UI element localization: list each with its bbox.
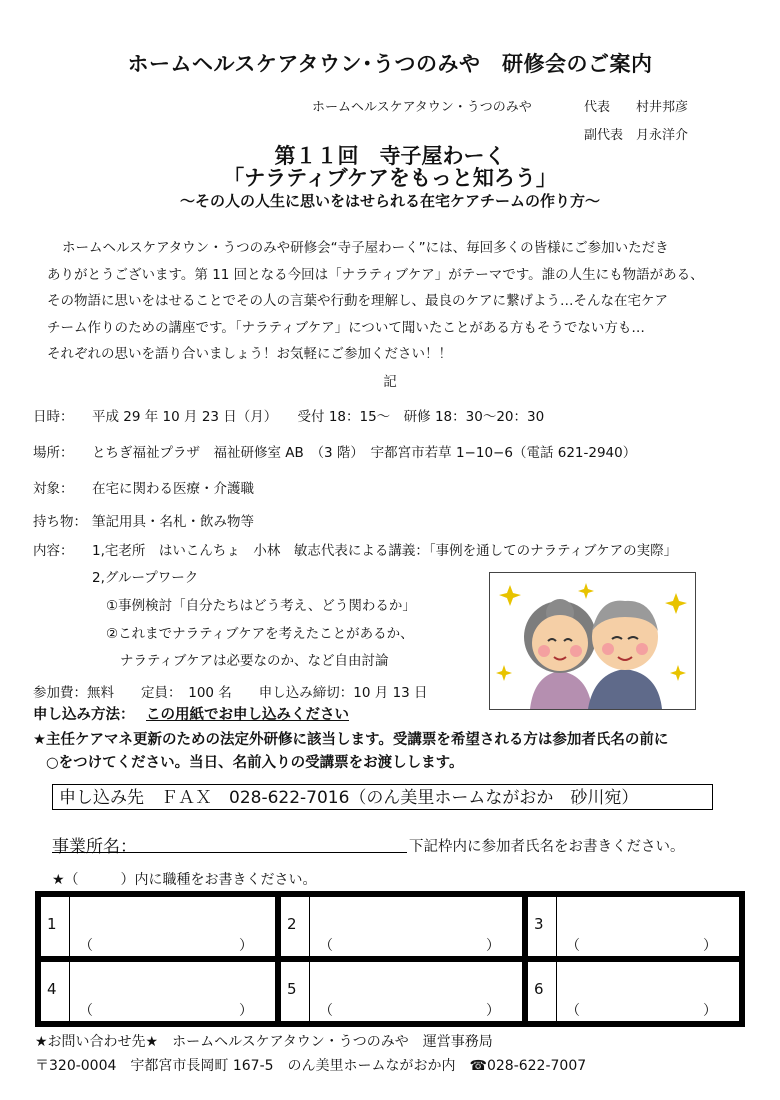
intro-line: チーム作りのための講座です。「ナラティブケア」について聞いたことがある方もそうでない方も… [47,319,645,336]
job-open-paren: （ [566,938,580,954]
place-label: 場所： [33,445,74,461]
participant-table [35,891,745,1027]
intro-line: ありがとうございます。第 11 回となる今回は「ナラティブケア」がテーマです。誰の人生にも物語がある、 [47,266,704,283]
cell-number: 2 [287,915,297,933]
document-title: ホームヘルスケアタウン･うつのみや 研修会のご案内 [127,52,653,76]
job-close-paren: ） [486,938,500,954]
cell-number: 6 [534,980,544,998]
job-open-paren: （ [566,1003,580,1019]
cell-number: 4 [47,980,57,998]
participant-cell[interactable] [278,959,525,1024]
job-close-paren: ） [239,938,253,954]
participant-cell[interactable] [525,959,742,1024]
apply-method-value: この用紙でお申し込みください [146,707,349,723]
place-value: とちぎ福祉プラザ 福祉研修室 AB （3 階） 宇都宮市若草 1−10−6（電話 621-2940） [92,445,637,461]
participant-note: 下記枠内に参加者氏名をお書きください。 [409,839,685,855]
cell-divider [556,962,557,1021]
company-label: 事業所名： [52,837,137,857]
items-value: 筆記用具・名札・飲み物等 [92,514,254,530]
job-close-paren: ） [703,938,717,954]
cm-note-line2: ○をつけてください。当日、名前入りの受講票をお渡しします。 [46,755,464,771]
contact-heading: ★お問い合わせ先★ ホームヘルスケアタウン・うつのみや 運営事務局 [35,1034,493,1050]
job-type-note: ★（ ）内に職種をお書きください。 [52,872,317,888]
participant-cell[interactable] [525,894,742,959]
cell-number: 3 [534,915,544,933]
company-name-field[interactable] [52,852,407,853]
date-label: 日時： [33,409,74,425]
intro-line: ホームヘルスケアタウン・うつのみや研修会“寺子屋わーく”には、毎回多くの皆様にご参加いただき [62,240,669,256]
event-subtitle: ～その人の人生に思いをはせられる在宅ケアチームの作り方～ [179,192,600,210]
content-groupwork-2-cont: ナラティブケアは必要なのか、など自由討論 [120,653,389,669]
job-open-paren: （ [79,938,93,954]
elderly-couple-icon [489,572,696,710]
job-open-paren: （ [319,938,333,954]
cell-divider [309,897,310,956]
fax-box: 申し込み先 ＦＡＸ 028-622-7016（のん美里ホームながおか 砂川宛） [52,784,713,810]
content-groupwork: 2,グループワーク [92,570,199,586]
participant-cell[interactable] [38,959,278,1024]
date-value: 平成 29 年 10 月 23 日（月） 受付 18：15～ 研修 18：30～20：30 [92,409,545,425]
job-open-paren: （ [319,1003,333,1019]
job-close-paren: ） [703,1003,717,1019]
intro-text [47,235,737,368]
vice-representative: 副代表 月永洋介 [584,128,689,143]
cell-divider [69,962,70,1021]
cell-number: 5 [287,980,297,998]
representative: 代表 村井邦彦 [584,100,689,115]
fee-capacity-deadline: 参加費：無料 定員： 100 名 申し込み締切：10 月 13 日 [33,685,428,701]
event-title: 第１１回 寺子屋わーく [274,144,506,168]
content-groupwork-1: ①事例検討「自分たちはどう考え、どう関わるか」 [106,598,416,614]
ki-marker: 記 [383,374,397,390]
event-theme: 「ナラティブケアをもっと知ろう」 [223,166,557,190]
cell-number: 1 [47,915,57,933]
cell-divider [69,897,70,956]
job-close-paren: ） [486,1003,500,1019]
cell-divider [309,962,310,1021]
job-close-paren: ） [239,1003,253,1019]
content-groupwork-2: ②これまでナラティブケアを考えたことがあるか、 [106,626,414,642]
participant-cell[interactable] [38,894,278,959]
intro-line: それぞれの思いを語り合いましょう！お気軽にご参加ください！！ [47,346,452,362]
content-lecture: 1,宅老所 はいこんちょ 小林 敏志代表による講義：「事例を通してのナラティブケアの実際」 [92,543,678,559]
cell-divider [556,897,557,956]
target-value: 在宅に関わる医療・介護職 [92,481,254,497]
target-label: 対象： [33,481,74,497]
job-open-paren: （ [79,1003,93,1019]
contact-address: 〒320-0004 宇都宮市長岡町 167-5 のん美里ホームながおか内 ☎028-622-7007 [35,1058,587,1074]
organizer-name: ホームヘルスケアタウン・うつのみや [312,100,532,115]
content-label: 内容： [33,543,74,559]
participant-cell[interactable] [278,894,525,959]
apply-method-label: 申し込み方法： [33,707,135,723]
intro-line: その物語に思いをはせることでその人の言葉や行動を理解し、最良のケアに繋げよう…そんな在宅ケア [47,293,668,309]
cm-note-line1: ★主任ケアマネ更新のための法定外研修に該当します。受講票を希望される方は参加者氏名の前に [33,732,669,748]
items-label: 持ち物： [33,514,87,530]
